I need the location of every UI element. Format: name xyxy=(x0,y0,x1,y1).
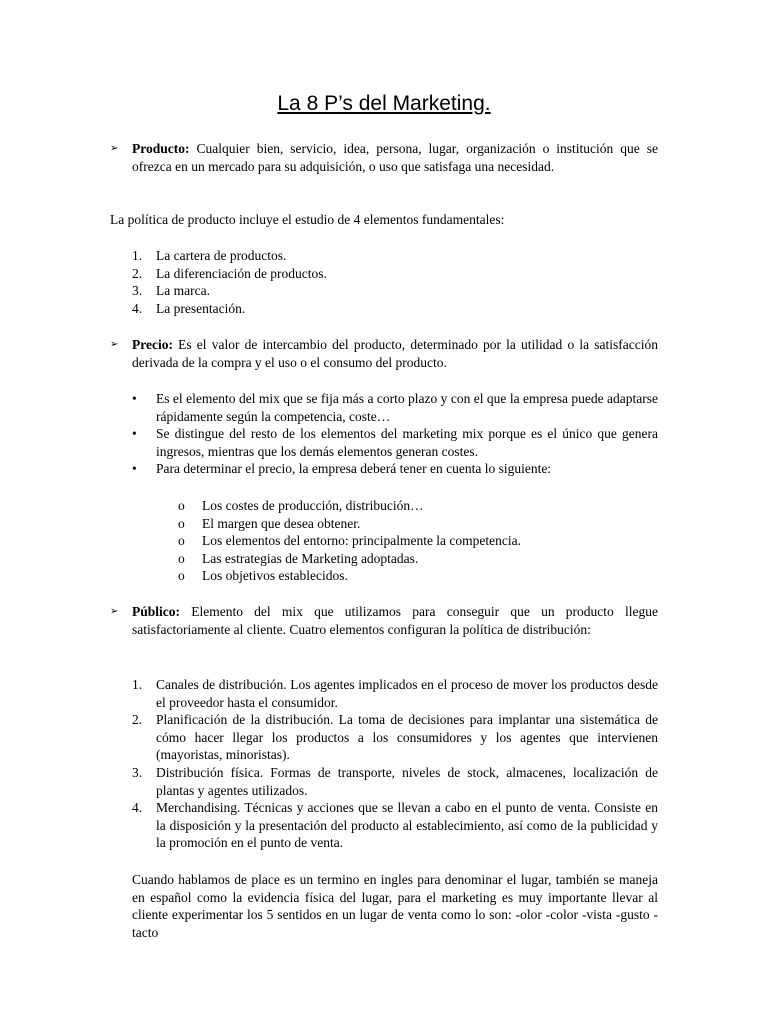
list-item: • Para determinar el precio, la empresa deberá tener en cuenta lo siguiente: xyxy=(132,461,552,477)
closing-paragraph: Cuando hablamos de place es un termino en ingles para denominar el lugar, también se maneja en español como la evidencia física del lugar, para el marketing es muy importante llevar al cliente experimentar los 5 sentidos en un lugar de venta como lo son: -olor -color -vista -gusto -tacto xyxy=(132,872,658,940)
list-item: 3. La marca. xyxy=(132,283,210,299)
producto-paragraph xyxy=(132,140,658,175)
publico-heading: Público: xyxy=(132,604,181,619)
precio-paragraph xyxy=(132,336,658,371)
publico-text: Elemento del mix que utilizamos para conseguir que un producto llegue satisfactoriamente al cliente. Cuatro elementos configuran la política de distribución: xyxy=(132,604,658,637)
list-item: o Los elementos del entorno: principalmente la competencia. xyxy=(178,533,522,549)
arrow-bullet-icon: ➢ xyxy=(110,339,119,350)
list-item: 1. Canales de distribución. Los agentes implicados en el proceso de mover los productos desde el proveedor hasta el consumidor. xyxy=(132,677,658,710)
list-item: 4. Merchandising. Técnicas y acciones que se llevan a cabo en el punto de venta. Consiste en la disposición y la presentación del producto al establecimiento, así como de la publicidad y la promoción en el punto de venta. xyxy=(132,800,658,851)
producto-text: Cualquier bien, servicio, idea, persona, lugar, organización o institución que se ofrezca en un mercado para su adquisición, o uso que satisfaga una necesidad. xyxy=(132,141,658,174)
producto-heading: Producto: xyxy=(132,141,190,156)
producto-list xyxy=(132,247,658,317)
list-item: 4. La presentación. xyxy=(132,300,246,316)
list-item: o El margen que desea obtener. xyxy=(178,515,361,531)
arrow-bullet-icon: ➢ xyxy=(110,143,119,154)
precio-heading: Precio: xyxy=(132,337,173,352)
list-item: • Se distingue del resto de los elementos del marketing mix porque es el único que genera ingresos, mientras que los demás elementos generan costes. xyxy=(132,426,658,459)
list-item: • Es el elemento del mix que se fija más a corto plazo y con el que la empresa puede adaptarse rápidamente según la competencia, coste… xyxy=(132,391,658,424)
page-title: La 8 P’s del Marketing. xyxy=(277,92,491,115)
precio-bullet-list xyxy=(132,390,658,478)
list-item: o Los objetivos establecidos. xyxy=(178,568,348,584)
list-item: o Las estrategias de Marketing adoptadas. xyxy=(178,550,419,566)
arrow-bullet-icon: ➢ xyxy=(110,606,119,617)
list-item: o Los costes de producción, distribución… xyxy=(178,498,424,513)
list-item: 3. Distribución física. Formas de transporte, niveles de stock, almacenes, localización de plantas y agentes utilizados. xyxy=(132,764,658,798)
precio-text: Es el valor de intercambio del producto, determinado por la utilidad o la satisfacción derivada de la compra y el uso o el consumo del producto. xyxy=(132,337,658,370)
precio-sub-list xyxy=(178,497,658,585)
list-item: 2. Planificación de la distribución. La toma de decisiones para implantar una sistemática de cómo hacer llegar los productos a los consumidores y los agentes que intervienen (mayoristas, minoristas). xyxy=(132,712,658,763)
list-item: 2. La diferenciación de productos. xyxy=(132,265,327,281)
publico-paragraph xyxy=(132,603,658,638)
list-item: 1. La cartera de productos. xyxy=(132,248,287,263)
publico-list xyxy=(132,676,658,852)
politica-intro: La política de producto incluye el estudio de 4 elementos fundamentales: xyxy=(110,212,505,227)
